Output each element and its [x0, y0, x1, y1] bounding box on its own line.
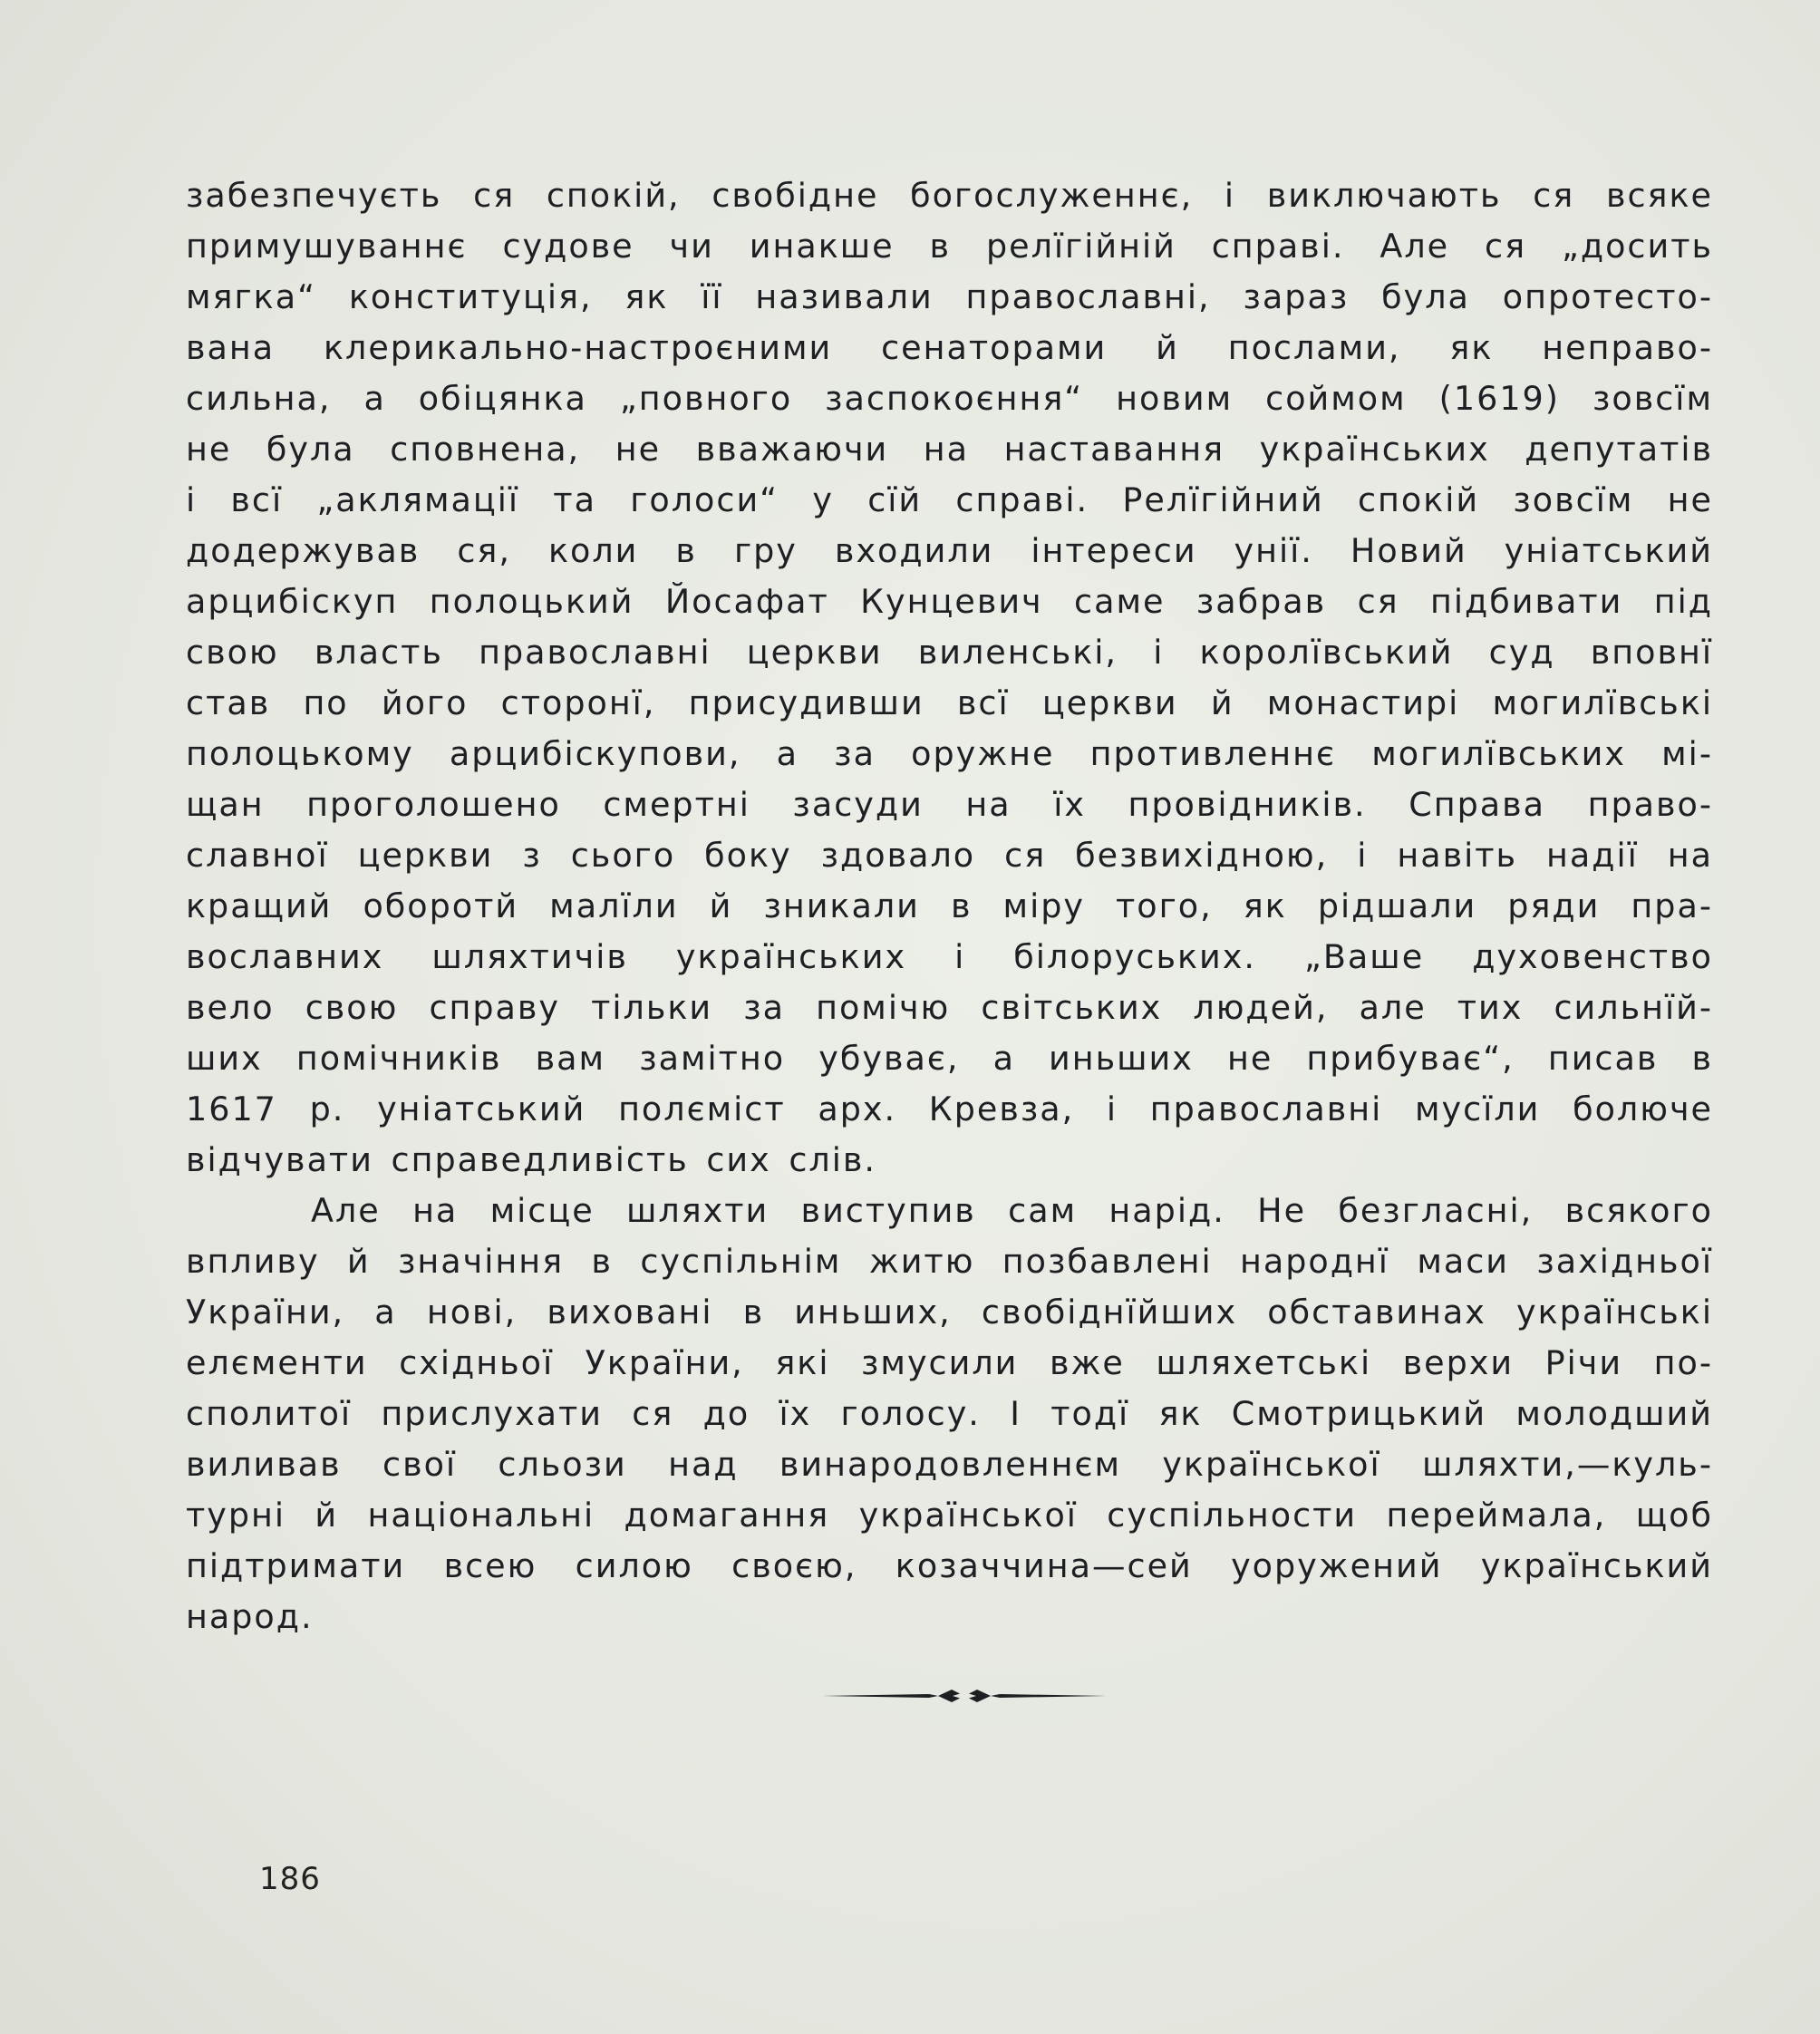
text-line: відчувати справедливість сих слів. [186, 1140, 876, 1179]
text-line: вославних шляхтичів українських і білоруських. „Ваше духовенство [186, 937, 1713, 976]
body-text [186, 170, 1713, 1642]
text-line: славної церкви з сього боку здовало ся безвихідною, і навіть надії на [186, 836, 1713, 875]
text-line: елєменти східньої України, які змусили вже шляхетські верхи Річи по- [186, 1343, 1713, 1382]
text-line: турні й національні домагання української суспільности переймала, щоб [186, 1496, 1713, 1535]
text-line: став по його сторонї, присудивши всї церкви й монастирі могилївські [186, 683, 1713, 722]
text-line: і всї „аклямації та голоси“ у сїй справі. Релїгійний спокій зовсїм не [186, 480, 1713, 519]
text-line: сильна, а обіцянка „повного заспокоєння“ новим соймом (1619) зовсїм [186, 379, 1713, 418]
text-line: вана клерикально-настроєними сенаторами й послами, як неправо- [186, 328, 1713, 367]
text-line: підтримати всею силою своєю, козаччина—сей уоружений український [186, 1546, 1713, 1585]
text-line: мягка“ конституція, як її називали православні, зараз була опротесто- [186, 277, 1713, 316]
text-line: вело свою справу тільки за помічю світських людей, але тих сильнїй- [186, 988, 1713, 1027]
text-line: примушуваннє судове чи инакше в релїгійній справі. Але ся „досить [186, 227, 1713, 266]
text-line: сполитої прислухати ся до їх голосу. І тодї як Смотрицький молодший [186, 1394, 1713, 1433]
paragraph-2 [186, 1186, 1713, 1642]
text-line: забезпечуєть ся спокій, свобідне богослуженнє, і виключають ся всяке [186, 176, 1713, 215]
text-line: Але на місце шляхти виступив сам нарід. Не безгласні, всякого [311, 1191, 1713, 1230]
text-line: не була сповнена, не вважаючи на наставання українських депутатів [186, 430, 1713, 469]
text-line: ших помічників вам замітно убуває, а иньших не прибуває“, писав в [186, 1039, 1713, 1078]
text-line: свою власть православні церкви виленські, і королївський суд вповнї [186, 633, 1713, 672]
text-line: полоцькому арцибіскупови, а за оружне противленнє могилївських мі- [186, 734, 1713, 773]
text-line: арцибіскуп полоцький Йосафат Кунцевич саме забрав ся підбивати під [186, 582, 1713, 621]
text-line: щан проголошено смертні засуди на їх провідників. Справа право- [186, 785, 1713, 824]
text-line: 1617 р. уніатський полєміст арх. Кревза, і православні мусїли болюче [186, 1090, 1713, 1128]
ornament-divider-icon [820, 1684, 1108, 1708]
paragraph-1 [186, 170, 1713, 1186]
page-number: 186 [259, 1861, 321, 1897]
text-line: народ. [186, 1597, 314, 1636]
text-line: виливав свої сльози над винародовленнєм української шляхти,—куль- [186, 1445, 1713, 1484]
text-line: кращий оборотй малїли й зникали в міру того, як рідшали ряди пра- [186, 886, 1713, 925]
text-line: України, а нові, виховані в иньших, свобіднїйших обставинах українські [186, 1293, 1713, 1332]
text-line: впливу й значіння в суспільнім житю позбавлені народнї маси західньої [186, 1242, 1713, 1281]
text-line: додержував ся, коли в гру входили інтереси унії. Новий уніатський [186, 531, 1713, 570]
